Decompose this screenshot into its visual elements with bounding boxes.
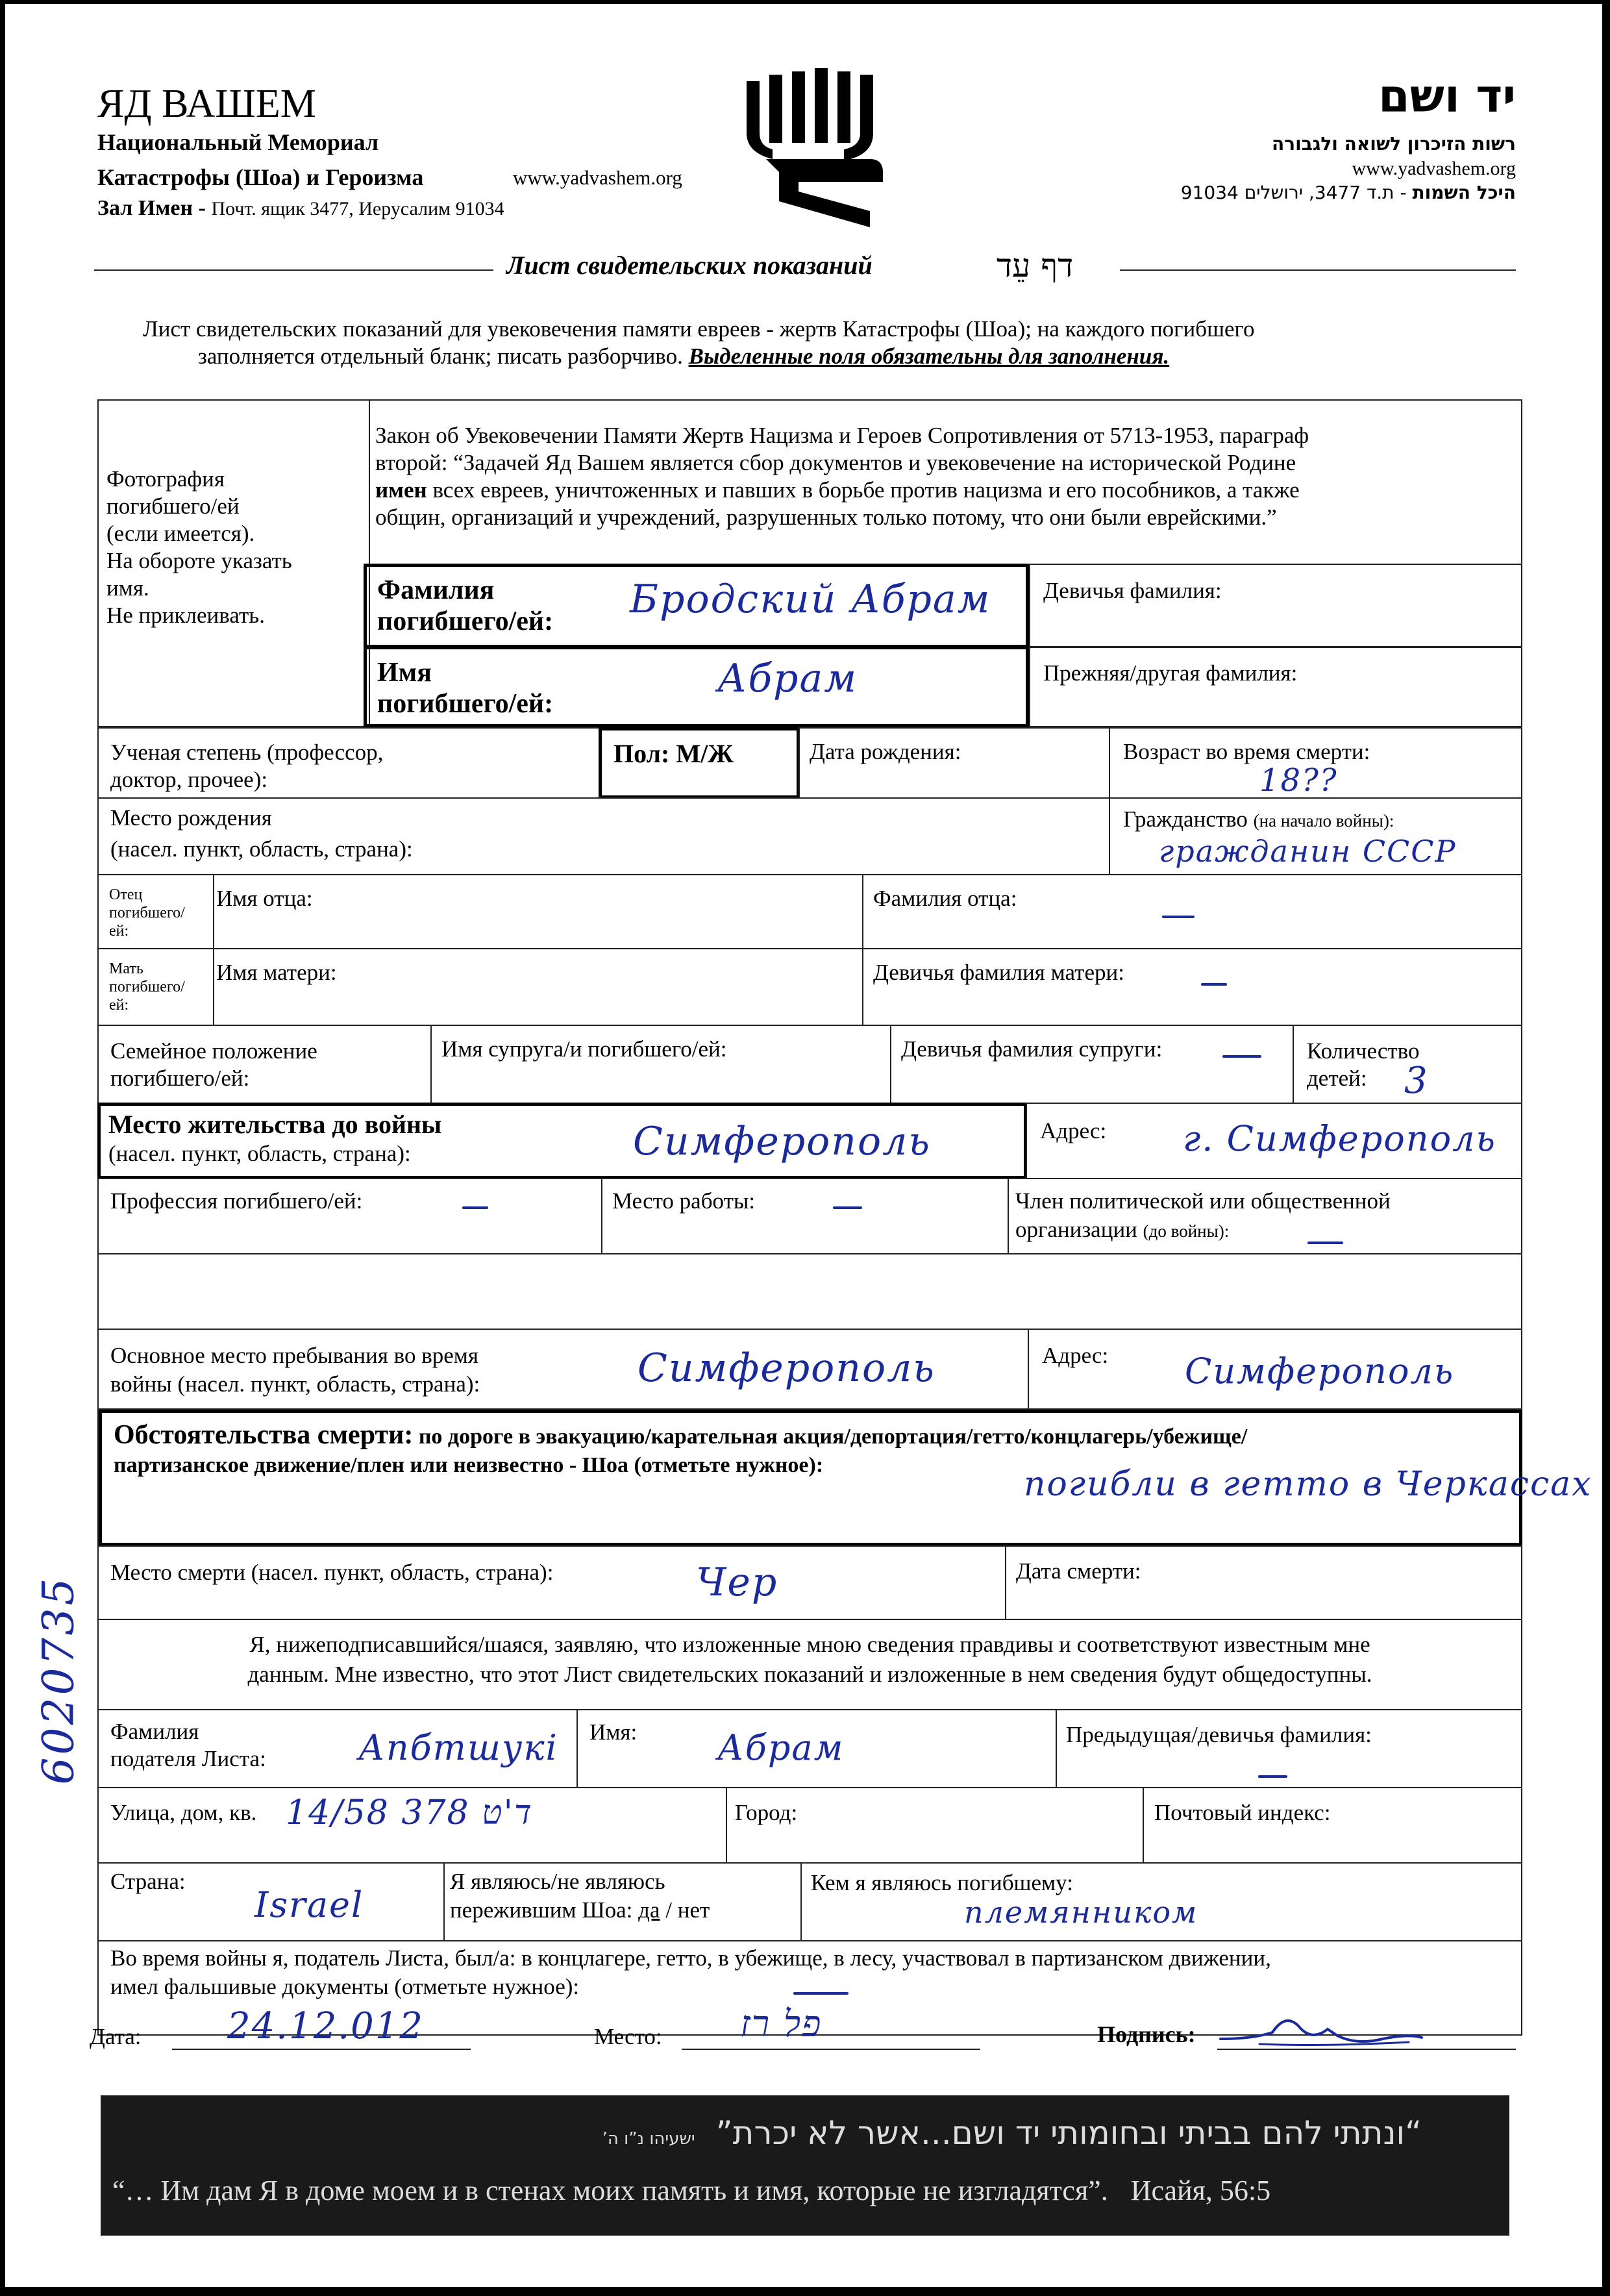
children-label: [1307, 1038, 1419, 1092]
submitter-street-label: Улица, дом, кв.: [110, 1800, 257, 1825]
wartime-address-label: Адрес:: [1042, 1343, 1109, 1368]
mother-name-label: Имя матери:: [216, 960, 337, 985]
children-label-2: детей:: [1307, 1066, 1367, 1091]
residence-address-field[interactable]: [1026, 1103, 1522, 1179]
photo-line: Фотография: [106, 466, 225, 492]
org-subtitle-2: Катастрофы (Шоа) и Героизма: [97, 164, 424, 190]
birth-date-field[interactable]: [799, 727, 1110, 799]
intro-line-2: [198, 342, 1169, 371]
footer-place-line: [682, 2049, 980, 2050]
submitter-surname-label-1: Фамилия: [110, 1719, 199, 1744]
scan-edge-right: [1602, 0, 1610, 2296]
sex-label: Пол: М/Ж: [613, 739, 734, 768]
degree-label-2: доктор, прочее):: [110, 767, 268, 792]
father-side-line: Отец: [109, 886, 143, 903]
wartime-place-value[interactable]: Симферополь: [638, 1345, 935, 1391]
photo-line: имя.: [106, 575, 149, 601]
law-text: [375, 422, 1309, 531]
citizenship-label-text: Гражданство: [1123, 806, 1248, 832]
banner-he-source: ישעיהו נ”ו ה’: [602, 2129, 695, 2149]
wartime-label-2: войны (насел. пункт, область, страна):: [110, 1371, 480, 1397]
death-place-value[interactable]: Чер: [696, 1560, 778, 1605]
victim-name-label-2: погибшего/ей:: [377, 689, 554, 719]
submitter-surname-field[interactable]: [97, 1709, 578, 1788]
profession-dash: [462, 1206, 488, 1209]
banner-ru-quote: “… Им дам Я в доме моем и в стенах моих память и имя, которые не изгладятся”.: [112, 2175, 1108, 2206]
org-name-ru: ЯД ВАШЕМ: [97, 82, 316, 126]
banner-ru-source: Исайя, 56:5: [1130, 2175, 1271, 2206]
birth-place-field[interactable]: [97, 797, 1110, 875]
victim-surname-label: [377, 575, 553, 637]
photo-instructions: [106, 466, 292, 629]
spouse-maiden-dash: [1222, 1055, 1261, 1058]
father-side-line: ей:: [109, 923, 129, 940]
he-hall-address: - ת.ד 3477, ירושלים 91034: [1180, 182, 1407, 203]
profession-label: Профессия погибшего/ей:: [110, 1188, 363, 1214]
submitter-surname-label-2: подателя Листа:: [110, 1746, 266, 1771]
father-surname-label: Фамилия отца:: [873, 886, 1017, 911]
residence-label: [108, 1110, 441, 1168]
residence-label-bold: Место жительства до войны: [108, 1110, 442, 1139]
profession-field[interactable]: [97, 1178, 602, 1254]
degree-label-1: Ученая степень (профессор,: [110, 740, 384, 765]
banner-he-quote-row: [602, 2114, 1422, 2158]
death-place-field[interactable]: [97, 1545, 1006, 1620]
intro-line-1: Лист свидетельских показаний для увековечения памяти евреев - жертв Катастрофы (Шоа); на каждого погибшего: [143, 316, 1255, 342]
children-value[interactable]: 3: [1404, 1060, 1429, 1102]
death-circumstances-field[interactable]: [99, 1410, 1592, 1546]
submitter-name-value[interactable]: Абрам: [717, 1727, 845, 1768]
submitter-street-field[interactable]: [97, 1787, 727, 1864]
footer-signature-label: Подпись:: [1097, 2021, 1196, 2047]
wartime-label: [110, 1341, 480, 1399]
mother-name-field[interactable]: [213, 948, 863, 1026]
banner-he-quote: “ונתתי להם בביתי ובחומותי יד ושם...אשר לא יכרת”: [715, 2114, 1422, 2152]
marital-field[interactable]: [97, 1025, 432, 1104]
submitter-surname-label: [110, 1718, 266, 1773]
declaration-line-1: Я, нижеподписавшийся/шаяся, заявляю, что изложенные мною сведения правдивы и соответствуют известным мне: [249, 1632, 1370, 1657]
victim-name-label: [377, 657, 553, 719]
title-rule-left: [94, 269, 493, 271]
law-line-3-text: всех евреев, уничтоженных и павших в борьбе против нацизма и его пособников, а также: [427, 477, 1300, 503]
father-side-label: [97, 874, 214, 949]
birth-place-label-2: (насел. пункт, область, страна):: [110, 836, 413, 862]
death-date-field[interactable]: [1005, 1545, 1522, 1620]
banner-ru-row: [112, 2173, 1270, 2208]
relation-field[interactable]: [800, 1862, 1522, 1941]
mother-side-line: ей:: [109, 997, 129, 1014]
scan-edge-left: [0, 0, 5, 2296]
submitter-country-value[interactable]: Israel: [254, 1884, 364, 1925]
victim-maiden-field[interactable]: [1029, 564, 1522, 648]
law-names-bold: имен: [375, 477, 427, 503]
birth-date-label: Дата рождения:: [810, 739, 961, 764]
member-field[interactable]: [1008, 1178, 1522, 1254]
photo-line: На обороте указать: [106, 548, 292, 573]
photo-line: Не приклеивать.: [106, 603, 265, 628]
scan-edge-top: [0, 0, 1610, 4]
mother-maiden-field[interactable]: [862, 948, 1522, 1026]
citizenship-label: [1123, 805, 1394, 835]
submitter-prev-surname-field[interactable]: [1056, 1709, 1522, 1788]
footer-date-label: Дата:: [90, 2024, 142, 2049]
workplace-label: Место работы:: [612, 1188, 756, 1214]
victim-prev-surname-label: Прежняя/другая фамилия:: [1043, 660, 1298, 686]
submitter-name-field[interactable]: [576, 1709, 1057, 1788]
victim-surname-label-2: погибшего/ей:: [377, 606, 554, 636]
father-surname-field[interactable]: [862, 874, 1522, 949]
spouse-name-field[interactable]: [430, 1025, 891, 1104]
wartime-label-1: Основное место пребывания во время: [110, 1343, 479, 1368]
citizenship-field[interactable]: [1109, 797, 1522, 875]
death-place-label: Место смерти (насел. пункт, область, страна):: [110, 1560, 554, 1585]
victim-surname-label-1: Фамилия: [377, 575, 495, 605]
age-value[interactable]: 18??: [1259, 762, 1338, 799]
submitter-zip-label: Почтовый индекс:: [1154, 1800, 1331, 1825]
victim-name-value[interactable]: Абрам: [717, 656, 858, 701]
member-dash: [1307, 1242, 1343, 1244]
mother-side-line: Мать: [109, 960, 143, 977]
member-label-small: (до войны):: [1143, 1221, 1230, 1241]
victim-name-field[interactable]: [364, 646, 1029, 727]
org-website[interactable]: www.yadvashem.org: [513, 166, 682, 189]
victim-name-label-1: Имя: [377, 658, 432, 688]
victim-prev-surname-field[interactable]: [1029, 646, 1522, 727]
degree-field[interactable]: [97, 727, 601, 799]
submitter-wartime-label: [110, 1944, 1271, 2001]
degree-label: [110, 739, 383, 793]
hall-label: Зал Имен -: [97, 196, 206, 220]
law-line: общин, организаций и учреждений, разрушенных только потому, что они были еврейскими.”: [375, 505, 1277, 530]
submitter-zip-field[interactable]: [1143, 1787, 1522, 1864]
survivor-field[interactable]: [443, 1862, 802, 1941]
declaration-line-2: данным. Мне известно, что этот Лист свидетельских показаний и изложенные в нем сведения будут общедоступны.: [247, 1662, 1372, 1687]
photo-line: (если имеется).: [106, 521, 255, 546]
photo-line: погибшего/ей: [106, 493, 240, 519]
submitter-city-label: Город:: [735, 1800, 798, 1825]
residence-label-2: (насел. пункт, область, страна):: [108, 1141, 411, 1166]
spouse-maiden-label: Девичья фамилия супруги:: [901, 1036, 1163, 1062]
victim-maiden-label: Девичья фамилия:: [1043, 578, 1222, 603]
he-website[interactable]: www.yadvashem.org: [1352, 158, 1516, 179]
father-name-field[interactable]: [213, 874, 863, 949]
he-address: [1181, 182, 1516, 203]
submitter-prev-dash: [1258, 1775, 1287, 1778]
victim-surname-field[interactable]: [364, 564, 1029, 648]
hall-address-text: Почт. ящик 3477, Иерусалим 91034: [211, 198, 504, 219]
children-label-1: Количество: [1307, 1038, 1420, 1064]
mother-side-label: [97, 948, 214, 1026]
death-circumstances-options-2: партизанское движение/плен или неизвестно - Шоа (отметьте нужное):: [114, 1453, 824, 1477]
footer-date-line: [172, 2049, 471, 2050]
form-title-he: דף עֵד: [997, 247, 1074, 284]
father-name-label: Имя отца:: [216, 886, 313, 911]
marital-label: [110, 1038, 317, 1092]
age-field[interactable]: [1109, 727, 1522, 799]
mother-maiden-label: Девичья фамилия матери:: [873, 960, 1124, 985]
title-rule-right: [1120, 269, 1516, 271]
birth-place-label: [110, 803, 413, 865]
member-label-2: организации: [1015, 1217, 1137, 1242]
age-label: Возраст во время смерти:: [1123, 739, 1370, 764]
marital-label-1: Семейное положение: [110, 1038, 317, 1064]
quote-banner: [101, 2095, 1509, 2236]
survivor-label-2: пережившим Шоа:: [450, 1897, 633, 1923]
relation-value[interactable]: племянником: [964, 1895, 1198, 1930]
death-circumstances-label-bold: Обстоятельства смерти:: [114, 1420, 414, 1450]
wartime-place-field[interactable]: [97, 1329, 1029, 1410]
residence-address-label: Адрес:: [1040, 1118, 1107, 1143]
submitter-wartime-line-2: имел фальшивые документы (отметьте нужное):: [110, 1974, 580, 1999]
wartime-address-field[interactable]: [1028, 1329, 1522, 1410]
submitter-name-label: Имя:: [589, 1719, 638, 1745]
children-field[interactable]: [1293, 1025, 1522, 1104]
mother-maiden-dash: [1201, 983, 1227, 986]
law-line: [375, 477, 1309, 504]
father-side-text: [109, 886, 185, 940]
residence-value[interactable]: Симферополь: [633, 1119, 931, 1164]
submitter-country-field[interactable]: [97, 1862, 445, 1941]
survivor-label: [450, 1867, 710, 1925]
workplace-dash: [833, 1206, 862, 1209]
citizenship-value[interactable]: гражданин СССР: [1159, 834, 1457, 869]
citizenship-label-small: (на начало войны):: [1253, 811, 1394, 830]
hall-address: [97, 196, 504, 221]
workplace-field[interactable]: [601, 1178, 1009, 1254]
blank-row: [97, 1253, 1522, 1330]
declaration-text: [97, 1630, 1522, 1690]
yad-vashem-logo-icon: [740, 62, 896, 237]
footer-place-value[interactable]: פל רז: [740, 2003, 823, 2045]
victim-surname-value[interactable]: Бродский Абрам: [630, 577, 991, 622]
law-line: Закон об Увековечении Памяти Жертв Нацизма и Героев Сопротивления от 5713-1953, параграф: [375, 423, 1309, 448]
survivor-label-1: Я являюсь/не являюсь: [450, 1869, 665, 1894]
spouse-maiden-field[interactable]: [890, 1025, 1294, 1104]
marital-label-2: погибшего/ей:: [110, 1066, 250, 1091]
intro-line-2-plain: заполняется отдельный бланк; писать разборчиво.: [198, 343, 689, 369]
death-date-label: Дата смерти:: [1016, 1558, 1141, 1584]
residence-address-value[interactable]: г. Симферополь: [1183, 1118, 1496, 1159]
survivor-yes-option[interactable]: да: [638, 1897, 660, 1923]
he-hall-label: היכל השמות: [1412, 182, 1516, 203]
father-side-line: погибшего/: [109, 905, 185, 921]
org-subtitle-1: Национальный Мемориал: [97, 129, 379, 155]
law-line: второй: “Задачей Яд Вашем является сбор документов и увековечение на исторической Родине: [375, 450, 1296, 475]
intro-mandatory-note: Выделенные поля обязательны для заполнения.: [688, 343, 1170, 369]
submitter-wartime-line-1: Во время войны я, податель Листа, был/а: в концлагере, гетто, в убежище, в лесу, участвовал в партизанском движении,: [110, 1945, 1271, 1971]
submitter-wartime-dash: [793, 1992, 848, 1995]
member-label: [1015, 1187, 1391, 1245]
spouse-name-label: Имя супруга/и погибшего/ей:: [441, 1036, 727, 1062]
submitter-city-field[interactable]: [726, 1787, 1144, 1864]
form-title-ru: Лист свидетельских показаний: [506, 251, 873, 280]
relation-label: Кем я являюсь погибшему:: [811, 1870, 1073, 1895]
death-circumstances-value[interactable]: погибли в гетто в Черкассах: [1024, 1465, 1592, 1504]
he-line-1: רשות הזיכרון לשואה ולגבורה: [1272, 133, 1516, 155]
submitter-prev-surname-label: Предыдущая/девичья фамилия:: [1066, 1722, 1372, 1747]
org-name-he: יד ושם: [1378, 69, 1516, 123]
submitter-country-label: Страна:: [110, 1869, 186, 1894]
survivor-no-option[interactable]: / нет: [660, 1897, 710, 1923]
mother-side-text: [109, 960, 185, 1014]
scan-edge-bottom: [0, 2287, 1610, 2296]
residence-field[interactable]: [97, 1103, 1027, 1179]
photo-box[interactable]: [97, 399, 370, 727]
mother-side-line: погибшего/: [109, 979, 185, 995]
birth-place-label-1: Место рождения: [110, 805, 272, 830]
death-circumstances-options-1: по дороге в эвакуацию/карательная акция/депортация/гетто/концлагерь/убежище/: [413, 1425, 1248, 1449]
sex-field[interactable]: [599, 727, 800, 799]
father-surname-dash: [1162, 916, 1195, 918]
submitter-street-value[interactable]: 14/58 378 ד'ט: [286, 1793, 533, 1832]
margin-archive-number: 6020735: [33, 1575, 84, 1785]
wartime-address-value[interactable]: Симферополь: [1185, 1351, 1455, 1391]
submitter-surname-value[interactable]: Апбтшукі: [358, 1727, 558, 1768]
signature-mark-icon[interactable]: [1214, 2006, 1428, 2052]
member-label-1: Член политической или общественной: [1015, 1188, 1391, 1214]
footer-date-value[interactable]: 24.12.012: [227, 2005, 425, 2047]
footer-place-label: Место:: [594, 2024, 662, 2049]
